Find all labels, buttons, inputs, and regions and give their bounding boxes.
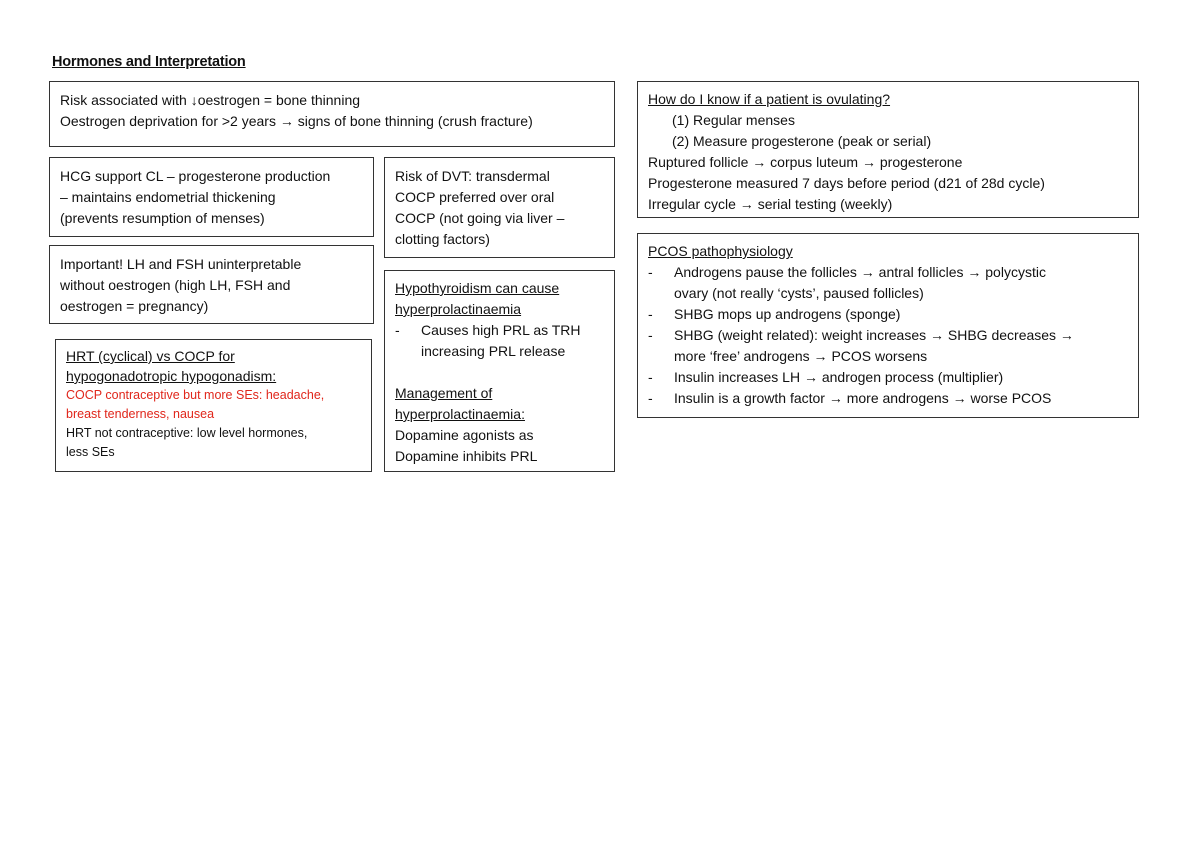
lh-line-2: without oestrogen (high LH, FSH and <box>60 277 291 293</box>
hypo-item-2: increasing PRL release <box>421 343 566 359</box>
list-item <box>648 388 1128 409</box>
hrt-line-1: HRT not contraceptive: low level hormones, <box>66 426 308 440</box>
pcos-box <box>637 233 1139 418</box>
management-line-2: Dopamine inhibits PRL <box>395 448 538 464</box>
list-item <box>648 262 1128 283</box>
hrt-heading-2: hypogonadotropic hypogonadism: <box>66 368 277 384</box>
hypo-item-1: Causes high PRL as TRH <box>421 322 581 338</box>
management-line-1: Dopamine agonists as <box>395 427 534 443</box>
cocp-side-effects-1: COCP contraceptive but more SEs: headache, <box>66 388 325 402</box>
ovulation-heading: How do I know if a patient is ovulating? <box>648 91 891 107</box>
oestrogen-deprivation-line: Oestrogen deprivation for >2 years → signs of bone thinning (crush fracture) <box>60 113 533 129</box>
pcos-item: more ‘free’ androgens → PCOS worsens <box>674 348 928 364</box>
ovulation-item-2: (2) Measure progesterone (peak or serial) <box>672 133 932 149</box>
ovulation-line-1: Ruptured follicle → corpus luteum → progesterone <box>648 154 963 170</box>
ovulation-box <box>637 81 1139 218</box>
dvt-line-2: COCP preferred over oral <box>395 189 555 205</box>
pcos-item: Insulin is a growth factor → more androgens → worse PCOS <box>674 390 1052 406</box>
list-dash: - <box>648 390 653 406</box>
hrt-heading-1: HRT (cyclical) vs COCP for <box>66 348 235 364</box>
dvt-line-4: clotting factors) <box>395 231 490 247</box>
pcos-heading: PCOS pathophysiology <box>648 243 793 259</box>
list-item <box>648 283 1128 304</box>
pcos-item: SHBG (weight related): weight increases → SHBG decreases → <box>674 327 1074 343</box>
cocp-side-effects-2: breast tenderness, nausea <box>66 407 215 421</box>
hrt-line-2: less SEs <box>66 445 115 459</box>
dvt-line-1: Risk of DVT: transdermal <box>395 168 550 184</box>
hypo-heading-2: hyperprolactinaemia <box>395 301 522 317</box>
hcg-line-2: – maintains endometrial thickening <box>60 189 276 205</box>
management-heading-1: Management of <box>395 385 493 401</box>
hrt-cocp-box <box>55 339 372 472</box>
hcg-line-3: (prevents resumption of menses) <box>60 210 265 226</box>
management-heading-2: hyperprolactinaemia: <box>395 406 525 422</box>
hyperprolactinaemia-box <box>384 270 615 472</box>
list-dash: - <box>648 327 653 343</box>
ovulation-line-2: Progesterone measured 7 days before period (d21 of 28d cycle) <box>648 175 1045 191</box>
lh-line-3: oestrogen = pregnancy) <box>60 298 209 314</box>
hcg-box <box>49 157 374 237</box>
pcos-item: Androgens pause the follicles → antral follicles → polycystic <box>674 264 1046 280</box>
lh-fsh-box <box>49 245 374 324</box>
list-item <box>395 341 604 362</box>
pcos-item: SHBG mops up androgens (sponge) <box>674 306 901 322</box>
hypo-heading-1: Hypothyroidism can cause <box>395 280 560 296</box>
lh-line-1: Important! LH and FSH uninterpretable <box>60 256 302 272</box>
bone-thinning-box <box>49 81 615 147</box>
list-dash: - <box>648 369 653 385</box>
list-item <box>395 320 604 341</box>
pcos-item: ovary (not really ‘cysts’, paused follicles) <box>674 285 924 301</box>
pcos-item: Insulin increases LH → androgen process (multiplier) <box>674 369 1004 385</box>
ovulation-line-3: Irregular cycle → serial testing (weekly) <box>648 196 893 212</box>
hcg-line-1: HCG support CL – progesterone production <box>60 168 331 184</box>
list-dash: - <box>648 264 653 280</box>
dvt-line-3: COCP (not going via liver – <box>395 210 565 226</box>
dvt-box <box>384 157 615 258</box>
list-dash: - <box>648 306 653 322</box>
list-item <box>648 367 1128 388</box>
ovulation-item-1: (1) Regular menses <box>672 112 795 128</box>
page-title: Hormones and Interpretation <box>52 54 246 70</box>
list-item <box>648 304 1128 325</box>
list-item <box>648 325 1128 346</box>
list-dash: - <box>395 322 400 338</box>
list-item <box>648 346 1128 367</box>
bone-risk-line: Risk associated with ↓oestrogen = bone thinning <box>60 92 361 108</box>
